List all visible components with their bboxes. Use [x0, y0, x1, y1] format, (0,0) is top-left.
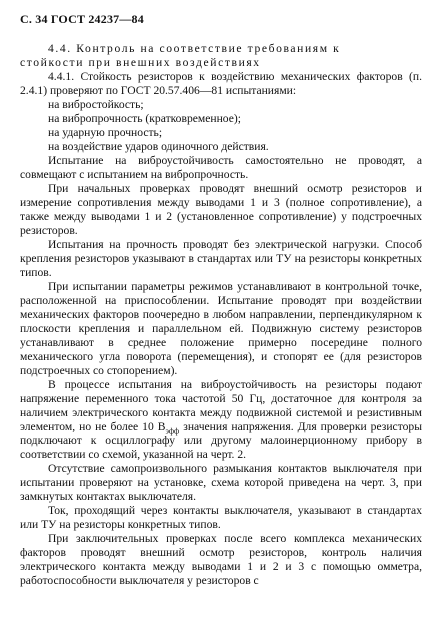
paragraph-initial-checks: При начальных проверках проводят внешний осмотр резисторов и измерение сопротивления между выводами 1 и 3 (полное сопротивление), а также между выводами 1 и 2 (установленное сопротивление) у подстроечных резисторов.: [20, 182, 422, 237]
list-item: на воздействие ударов одиночного действия.: [48, 140, 269, 153]
section-heading-line2: стойкости при внешних воздействиях: [20, 56, 261, 69]
list-item: на вибростойкость;: [48, 98, 144, 111]
list-item: на ударную прочность;: [48, 126, 163, 139]
paragraph-final-checks: При заключительных проверках после всего комплекса механических факторов проводят внешний осмотр резисторов, контроль наличия электрического контакта между выводами 1 и 2 и 3 с помощью омметра, работоспособности выключателя у резисторов с: [20, 532, 422, 587]
paragraph-strength-tests: Испытания на прочность проводят без электрической нагрузки. Способ крепления резисторов указывают в стандартах или ТУ на резисторы конкретных типов.: [20, 238, 422, 279]
paragraph-vibro: Испытание на виброустойчивость самостоятельно не проводят, а совмещают с испытанием на вибропрочность.: [20, 154, 422, 181]
subscript-eff: эфф: [165, 426, 180, 436]
list-item: на вибропрочность (кратковременное);: [48, 112, 241, 125]
page-header: С. 34 ГОСТ 24237—84: [20, 12, 144, 26]
document-body: [20, 42, 422, 588]
paragraph-process-part2: значения напряжения. Для проверки резисторы подключают к осциллографу или другому малоинерционному прибору в соответствии со схемой, указанной на черт. 2.: [20, 420, 422, 461]
paragraph-process: [20, 378, 422, 462]
paragraph-process-part1: В процессе испытания на виброустойчивость на резисторы подают напряжение переменного тока частотой 50 Гц, достаточное для контроля за наличием электрического контакта между подвижной системой и резистивным элементом, но не более 10 В: [20, 378, 422, 433]
paragraph-4-4-1: 4.4.1. Стойкость резисторов к воздействию механических факторов (п. 2.4.1) проверяют по ГОСТ 20.57.406—81 испытаниями:: [20, 70, 422, 97]
paragraph-current: Ток, проходящий через контакты выключателя, указывают в стандартах или ТУ на резисторы конкретных типов.: [20, 504, 422, 531]
paragraph-switch: Отсутствие самопроизвольного размыкания контактов выключателя при испытании проверяют на установке, схема которой приведена на черт. 3, при замкнутых контактах выключателя.: [20, 462, 422, 503]
paragraph-test-modes: При испытании параметры режимов устанавливают в контрольной точке, расположенной на приспособлении. Испытание проводят при воздействии механических факторов поочередно в любом направлении, перпендикулярном к плоскости крепления и параллельном ей. Подвижную систему резисторов устанавливают в среднее положение примерно посередине полного механического угла поворота (перемещения), и стопорят ее (для резисторов подстроечных со стопорением).: [20, 280, 422, 377]
section-heading-line1: 4.4. Контроль на соответствие требованиям к: [48, 42, 341, 55]
